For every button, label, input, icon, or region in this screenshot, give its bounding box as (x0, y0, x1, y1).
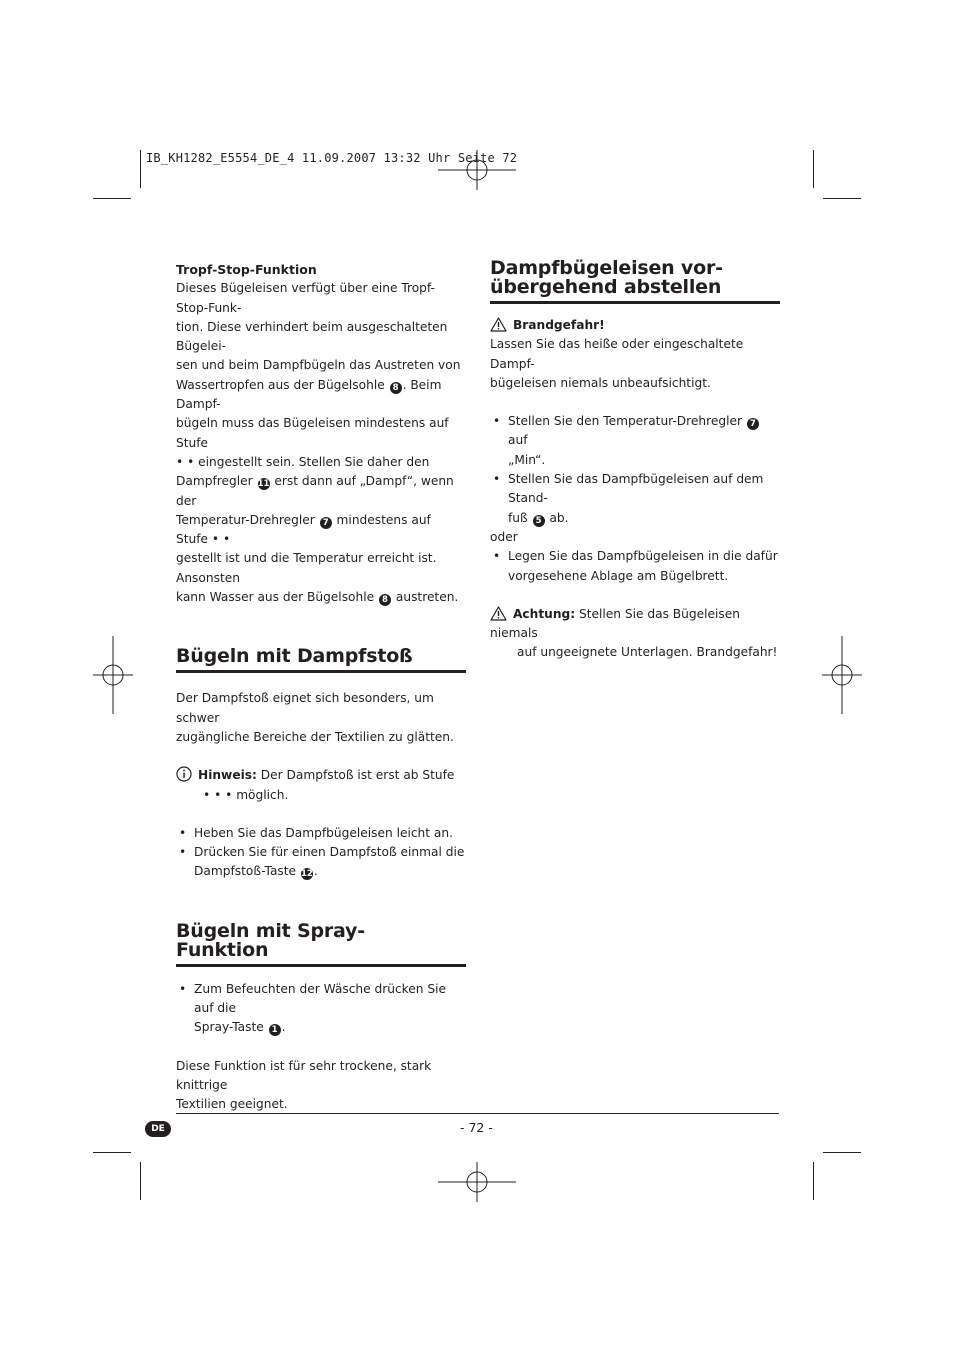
heading-rule (176, 670, 466, 673)
section-abstellen (490, 259, 780, 304)
registration-mark-left (93, 636, 133, 714)
registration-mark-right (822, 636, 862, 714)
list-item: • Legen Sie das Dampfbügeleisen in die dafür (490, 547, 780, 566)
list-item: • Stellen Sie das Dampfbügeleisen auf dem Stand- (490, 470, 780, 509)
part-number-badge: 8 (390, 382, 402, 394)
warning-icon (490, 317, 507, 332)
part-number-badge: 7 (320, 517, 332, 529)
oder-text: oder (490, 529, 518, 544)
tropf-stop-text: Dieses Bügeleisen verfügt über eine Tropf-Stop-Funk- tion. Diese verhindert beim ausgeschalteten Bügelei- sen und beim Dampfbügeln das Austreten von Wassertropfen aus der Bügelsohle 8 . Beim Dampf- bügeln muss das Bügeleisen mindestens auf Stufe • • eingestellt sein. Stellen Sie daher den Dampfregler 11 erst dann auf „Dampf“, wenn der Temperatur-Drehregler 7 mindestens auf Stufe • • gestellt ist und die Temperatur erreicht ist. Ansonsten kann Wasser aus der Bügelsohle 8 austreten. (176, 281, 461, 606)
heading-rule (176, 964, 466, 967)
part-number-badge: 5 (533, 515, 545, 527)
list-item: • Stellen Sie den Temperatur-Drehregler 7 auf (490, 412, 780, 451)
spray-text: Diese Funktion ist für sehr trockene, stark knittrige Textilien geeignet. (176, 1058, 432, 1112)
spray-heading: Bügeln mit Spray- Funktion (176, 919, 365, 961)
warning-icon (490, 606, 507, 621)
info-icon (176, 766, 192, 782)
right-column (490, 259, 780, 663)
page-number: - 72 - (460, 1120, 493, 1135)
list-item: • Drücken Sie für einen Dampfstoß einmal die (176, 843, 466, 862)
brandgefahr-warning: Brandgefahr! Lassen Sie das heiße oder eingeschaltete Dampf- bügeleisen niemals unbeaufsichtigt. (490, 318, 744, 390)
dampfstoss-heading: Bügeln mit Dampfstoß (176, 645, 413, 668)
dampfstoss-intro: Der Dampfstoß eignet sich besonders, um schwer zugängliche Bereiche der Textilien zu glätten. (176, 691, 454, 744)
abstellen-steps: • Stellen Sie den Temperatur-Drehregler 7 auf „Min“. • Stellen Sie das Dampfbügeleisen auf dem Stand- fuß 5 ab. oder • Legen Sie das Dampfbügeleisen in die dafür vorgesehene Ablage am Bügelbrett. (490, 412, 780, 586)
print-slug: IB_KH1282_E5554_DE_4 11.09.2007 13:32 Uhr Seite 72 (146, 151, 518, 165)
part-number-badge: 12 (301, 869, 313, 880)
language-badge: DE (145, 1121, 171, 1137)
list-item: • Heben Sie das Dampfbügeleisen leicht an. (176, 824, 466, 843)
abstellen-heading: Dampfbügeleisen vor- übergehend abstellen (490, 257, 723, 298)
dampfstoss-steps: • Heben Sie das Dampfbügeleisen leicht an. • Drücken Sie für einen Dampfstoß einmal die Dampfstoß-Taste 12. (176, 824, 466, 882)
part-number-badge: 8 (379, 594, 391, 606)
list-item: • Zum Befeuchten der Wäsche drücken Sie auf die (176, 980, 466, 1019)
hinweis-note: Hinweis: Der Dampfstoß ist erst ab Stufe • • • möglich. (176, 766, 466, 805)
section-dampfstoss (176, 647, 466, 673)
left-column (176, 260, 466, 1115)
achtung-warning: Achtung: Stellen Sie das Bügeleisen niemals auf ungeeignete Unterlagen. Brandgefahr! (490, 606, 778, 660)
part-number-badge: 7 (747, 418, 759, 430)
footer-rule (176, 1113, 779, 1114)
spray-steps: • Zum Befeuchten der Wäsche drücken Sie auf die Spray-Taste 1 . (176, 980, 466, 1038)
section-spray (176, 919, 466, 967)
part-number-badge: 1 (269, 1024, 281, 1036)
registration-mark-bottom (438, 1162, 518, 1202)
part-number-badge: 11 (257, 479, 270, 490)
heading-rule (490, 301, 780, 304)
tropf-stop-title: Tropf-Stop-Funktion (176, 262, 317, 277)
